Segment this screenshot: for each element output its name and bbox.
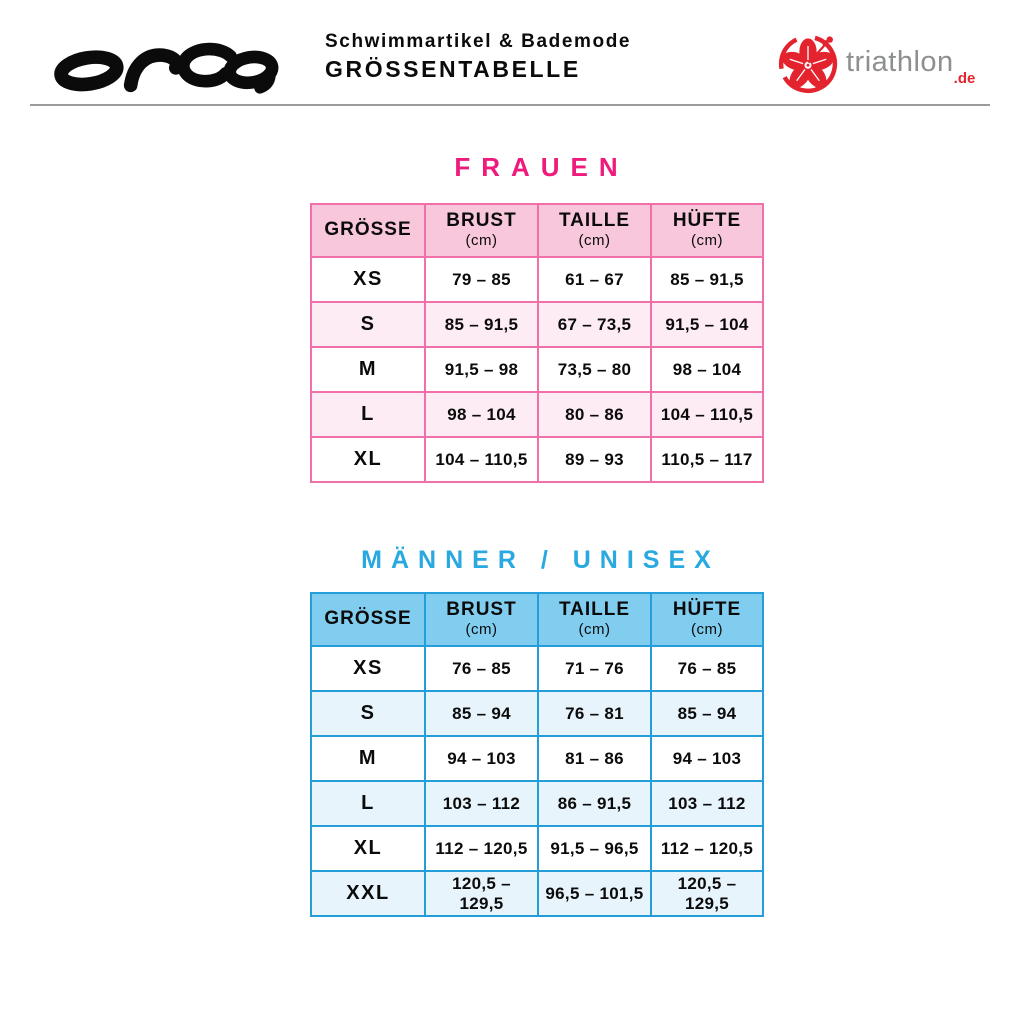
measurement-cell: 94 – 103 bbox=[651, 736, 763, 781]
table-row bbox=[311, 646, 763, 691]
table-row bbox=[311, 736, 763, 781]
size-cell: XS bbox=[311, 257, 425, 302]
table-row bbox=[311, 437, 763, 482]
measurement-cell: 91,5 – 96,5 bbox=[538, 826, 651, 871]
measurement-cell: 81 – 86 bbox=[538, 736, 651, 781]
men-section-title: MÄNNER / UNISEX bbox=[361, 546, 720, 574]
measurement-cell: 85 – 94 bbox=[651, 691, 763, 736]
column-header-groesse: GRÖSSE bbox=[311, 204, 425, 257]
size-cell: M bbox=[311, 347, 425, 392]
column-header-groesse: GRÖSSE bbox=[311, 593, 425, 646]
column-header-brust: BRUST (cm) bbox=[425, 593, 538, 646]
size-cell: S bbox=[311, 691, 425, 736]
measurement-cell: 104 – 110,5 bbox=[651, 392, 763, 437]
measurement-cell: 96,5 – 101,5 bbox=[538, 871, 651, 916]
measurement-cell: 61 – 67 bbox=[538, 257, 651, 302]
measurement-cell: 103 – 112 bbox=[425, 781, 538, 826]
hibiscus-flower-icon bbox=[776, 30, 840, 94]
measurement-cell: 71 – 76 bbox=[538, 646, 651, 691]
column-header-taille: TAILLE (cm) bbox=[538, 593, 651, 646]
column-header-huefte: HÜFTE (cm) bbox=[651, 204, 763, 257]
size-cell: L bbox=[311, 781, 425, 826]
triathlon-logo bbox=[776, 30, 975, 94]
table-row bbox=[311, 781, 763, 826]
measurement-cell: 76 – 85 bbox=[651, 646, 763, 691]
size-cell: XL bbox=[311, 437, 425, 482]
measurement-cell: 85 – 91,5 bbox=[651, 257, 763, 302]
orca-wordmark-icon bbox=[54, 33, 282, 97]
column-header-taille: TAILLE (cm) bbox=[538, 204, 651, 257]
table-row bbox=[311, 392, 763, 437]
column-header-brust: BRUST (cm) bbox=[425, 204, 538, 257]
measurement-cell: 89 – 93 bbox=[538, 437, 651, 482]
size-cell: L bbox=[311, 392, 425, 437]
measurement-cell: 104 – 110,5 bbox=[425, 437, 538, 482]
partner-name: triathlon bbox=[846, 45, 954, 78]
measurement-cell: 110,5 – 117 bbox=[651, 437, 763, 482]
measurement-cell: 67 – 73,5 bbox=[538, 302, 651, 347]
table-row bbox=[311, 691, 763, 736]
measurement-cell: 86 – 91,5 bbox=[538, 781, 651, 826]
measurement-cell: 103 – 112 bbox=[651, 781, 763, 826]
column-unit: (cm) bbox=[578, 232, 611, 250]
women-section-title: FRAUEN bbox=[454, 152, 629, 182]
measurement-cell: 112 – 120,5 bbox=[651, 826, 763, 871]
measurement-cell: 94 – 103 bbox=[425, 736, 538, 781]
tagline-line1: Schwimmartikel & Bademode bbox=[325, 31, 632, 52]
column-unit: (cm) bbox=[465, 621, 498, 639]
tagline-line2: GRÖSSENTABELLE bbox=[325, 55, 581, 82]
table-header-row bbox=[311, 204, 763, 257]
measurement-cell: 79 – 85 bbox=[425, 257, 538, 302]
measurement-cell: 76 – 81 bbox=[538, 691, 651, 736]
table-row bbox=[311, 257, 763, 302]
table-row bbox=[311, 826, 763, 871]
column-unit: (cm) bbox=[691, 232, 723, 250]
measurement-cell: 85 – 91,5 bbox=[425, 302, 538, 347]
column-unit: (cm) bbox=[465, 232, 498, 250]
size-cell: XS bbox=[311, 646, 425, 691]
measurement-cell: 73,5 – 80 bbox=[538, 347, 651, 392]
size-cell: S bbox=[311, 302, 425, 347]
measurement-cell: 76 – 85 bbox=[425, 646, 538, 691]
column-unit: (cm) bbox=[691, 621, 723, 639]
men-size-table bbox=[310, 592, 764, 917]
table-row bbox=[311, 347, 763, 392]
header-divider bbox=[30, 104, 990, 106]
measurement-cell: 91,5 – 98 bbox=[425, 347, 538, 392]
table-row bbox=[311, 302, 763, 347]
partner-tld: .de bbox=[953, 70, 976, 87]
column-unit: (cm) bbox=[578, 621, 611, 639]
table-header-row bbox=[311, 593, 763, 646]
measurement-cell: 91,5 – 104 bbox=[651, 302, 763, 347]
measurement-cell: 120,5 – 129,5 bbox=[651, 871, 763, 916]
size-cell: XL bbox=[311, 826, 425, 871]
measurement-cell: 120,5 – 129,5 bbox=[425, 871, 538, 916]
header-tagline bbox=[325, 31, 631, 82]
measurement-cell: 85 – 94 bbox=[425, 691, 538, 736]
measurement-cell: 80 – 86 bbox=[538, 392, 651, 437]
measurement-cell: 98 – 104 bbox=[651, 347, 763, 392]
table-row bbox=[311, 871, 763, 916]
column-header-huefte: HÜFTE (cm) bbox=[651, 593, 763, 646]
size-cell: XXL bbox=[311, 871, 425, 916]
orca-logo bbox=[54, 33, 282, 97]
women-size-table bbox=[310, 203, 764, 483]
size-cell: M bbox=[311, 736, 425, 781]
measurement-cell: 112 – 120,5 bbox=[425, 826, 538, 871]
measurement-cell: 98 – 104 bbox=[425, 392, 538, 437]
